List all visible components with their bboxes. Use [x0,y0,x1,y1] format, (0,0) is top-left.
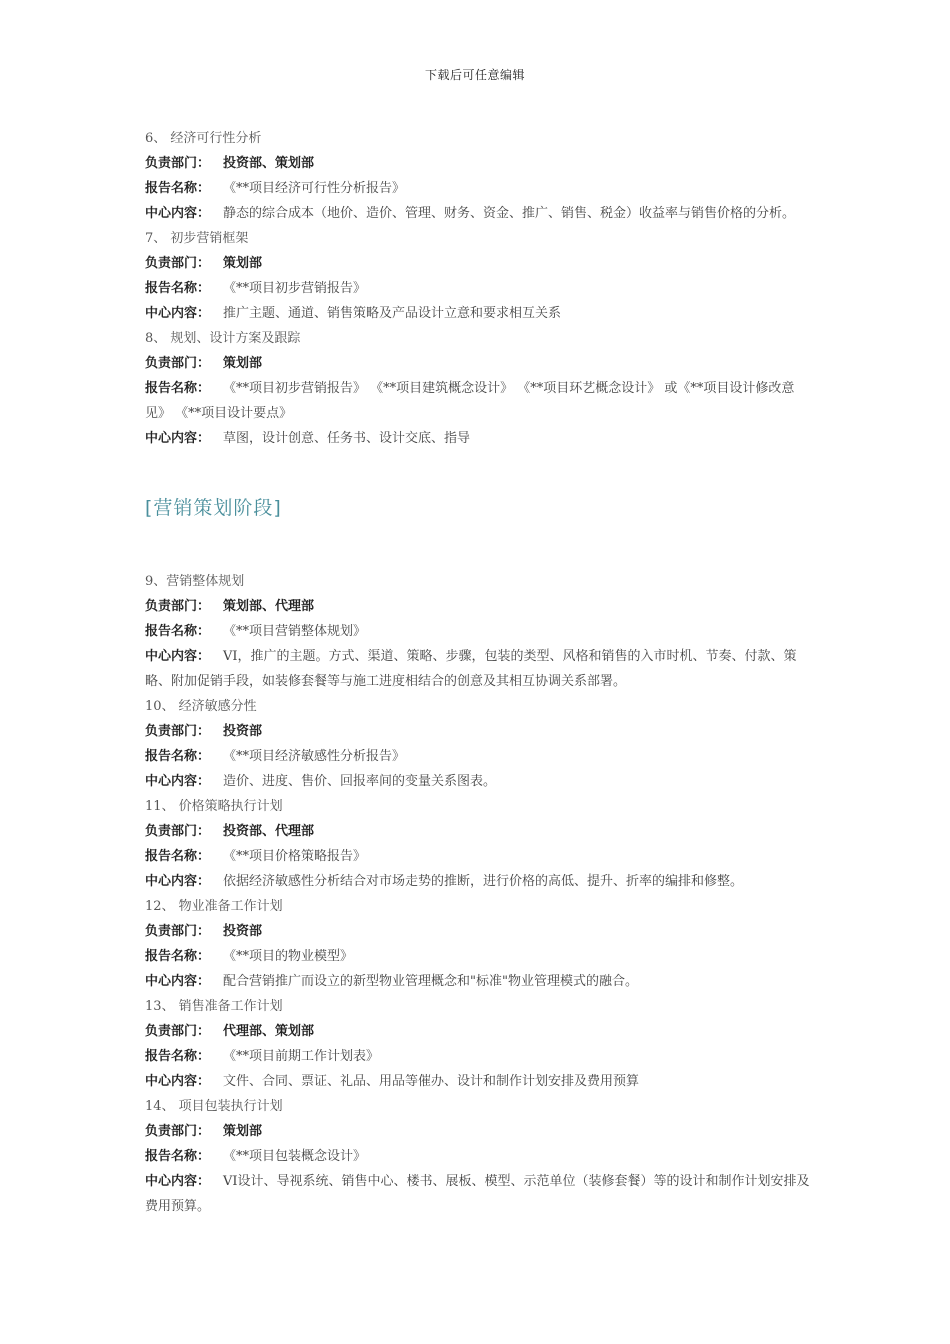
report-value: 《**项目初步营销报告》 《**项目建筑概念设计》 《**项目环艺概念设计》 或《**项目设计修改意见》 《**项目设计要点》 [145,381,795,421]
item-report-row [145,944,810,969]
content-label: 中心内容： [145,974,211,989]
item-dept-row [145,151,810,176]
dept-label: 负责部门： [145,1024,211,1039]
item-dept-row [145,1119,810,1144]
content-value: 推广主题、通道、销售策略及产品设计立意和要求相互关系 [223,306,562,321]
report-value: 《**项目初步营销报告》 [223,281,367,296]
item-content-row [145,201,810,226]
item-report-row [145,744,810,769]
dept-label: 负责部门： [145,356,211,371]
item-title: 7、 初步营销框架 [145,231,249,246]
content-value: 草图，设计创意、任务书、设计交底、指导 [223,431,471,446]
item-content-row [145,969,810,994]
report-label: 报告名称： [145,1049,211,1064]
report-value: 《**项目包装概念设计》 [223,1149,367,1164]
content-value: 配合营销推广而设立的新型物业管理概念和"标准"物业管理模式的融合。 [223,974,638,989]
dept-value: 策划部、代理部 [223,599,315,614]
content-label: 中心内容： [145,1174,211,1189]
dept-value: 策划部 [223,1124,263,1139]
page-header: 下载后可任意编辑 [424,68,525,82]
report-label: 报告名称： [145,749,211,764]
item-title: 11、 价格策略执行计划 [145,799,283,814]
dept-value: 投资部 [223,924,263,939]
item-content-row [145,769,810,794]
dept-value: 代理部、策划部 [223,1024,315,1039]
report-value: 《**项目经济敏感性分析报告》 [223,749,406,764]
content-label: 中心内容： [145,874,211,889]
content-value: 静态的综合成本（地价、造价、管理、财务、资金、推广、销售、税金）收益率与销售价格的分析。 [223,206,796,221]
content-label: 中心内容： [145,306,211,321]
item-report-row [145,376,810,426]
dept-label: 负责部门： [145,256,211,271]
item-title: 8、 规划、设计方案及跟踪 [145,331,301,346]
item-report-row [145,1044,810,1069]
item-title: 9、营销整体规划 [145,574,245,589]
item-content-row [145,301,810,326]
content-value: 造价、进度、售价、回报率间的变量关系图表。 [223,774,497,789]
section-pre-planning [145,126,810,451]
section-title: [营销策划阶段] [145,497,282,519]
dept-value: 投资部、代理部 [223,824,315,839]
content-value: VI设计、导视系统、销售中心、楼书、展板、模型、示范单位（装修套餐）等的设计和制作计划安排及费用预算。 [145,1174,810,1214]
item-report-row [145,619,810,644]
item-report-row [145,276,810,301]
dept-label: 负责部门： [145,156,211,171]
content-value: 依据经济敏感性分析结合对市场走势的推断，进行价格的高低、提升、折率的编排和修整。 [223,874,744,889]
item-title: 10、 经济敏感分性 [145,699,257,714]
item-dept-row [145,1019,810,1044]
report-label: 报告名称： [145,949,211,964]
content-label: 中心内容： [145,206,211,221]
dept-value: 投资部 [223,724,263,739]
item-content-row [145,1169,810,1219]
content-label: 中心内容： [145,1074,211,1089]
dept-value: 策划部 [223,256,263,271]
report-value: 《**项目的物业模型》 [223,949,354,964]
section-marketing-planning [145,569,810,1219]
report-value: 《**项目经济可行性分析报告》 [223,181,406,196]
dept-label: 负责部门： [145,724,211,739]
content-label: 中心内容： [145,649,211,664]
dept-label: 负责部门： [145,599,211,614]
item-title: 13、 销售准备工作计划 [145,999,283,1014]
dept-label: 负责部门： [145,924,211,939]
dept-label: 负责部门： [145,824,211,839]
item-dept-row [145,594,810,619]
content-value: VI，推广的主题。方式、渠道、策略、步骤，包装的类型、风格和销售的入市时机、节奏、付款、策略、附加促销手段，如装修套餐等与施工进度相结合的创意及其相互协调关系部署。 [145,649,797,689]
item-report-row [145,1144,810,1169]
item-content-row [145,644,810,694]
item-content-row [145,426,810,451]
content-label: 中心内容： [145,774,211,789]
item-dept-row [145,719,810,744]
item-title: 12、 物业准备工作计划 [145,899,283,914]
report-label: 报告名称： [145,1149,211,1164]
item-report-row [145,844,810,869]
item-dept-row [145,251,810,276]
item-dept-row [145,819,810,844]
content-value: 文件、合同、票证、礼品、用品等催办、设计和制作计划安排及费用预算 [223,1074,640,1089]
report-label: 报告名称： [145,381,211,396]
item-dept-row [145,351,810,376]
report-value: 《**项目价格策略报告》 [223,849,367,864]
dept-label: 负责部门： [145,1124,211,1139]
report-label: 报告名称： [145,624,211,639]
item-title: 14、 项目包装执行计划 [145,1099,283,1114]
report-value: 《**项目营销整体规划》 [223,624,367,639]
report-label: 报告名称： [145,849,211,864]
report-label: 报告名称： [145,281,211,296]
item-content-row [145,1069,810,1094]
report-value: 《**项目前期工作计划表》 [223,1049,380,1064]
item-title: 6、 经济可行性分析 [145,131,262,146]
dept-value: 策划部 [223,356,263,371]
item-dept-row [145,919,810,944]
report-label: 报告名称： [145,181,211,196]
item-report-row [145,176,810,201]
dept-value: 投资部、策划部 [223,156,315,171]
item-content-row [145,869,810,894]
content-label: 中心内容： [145,431,211,446]
